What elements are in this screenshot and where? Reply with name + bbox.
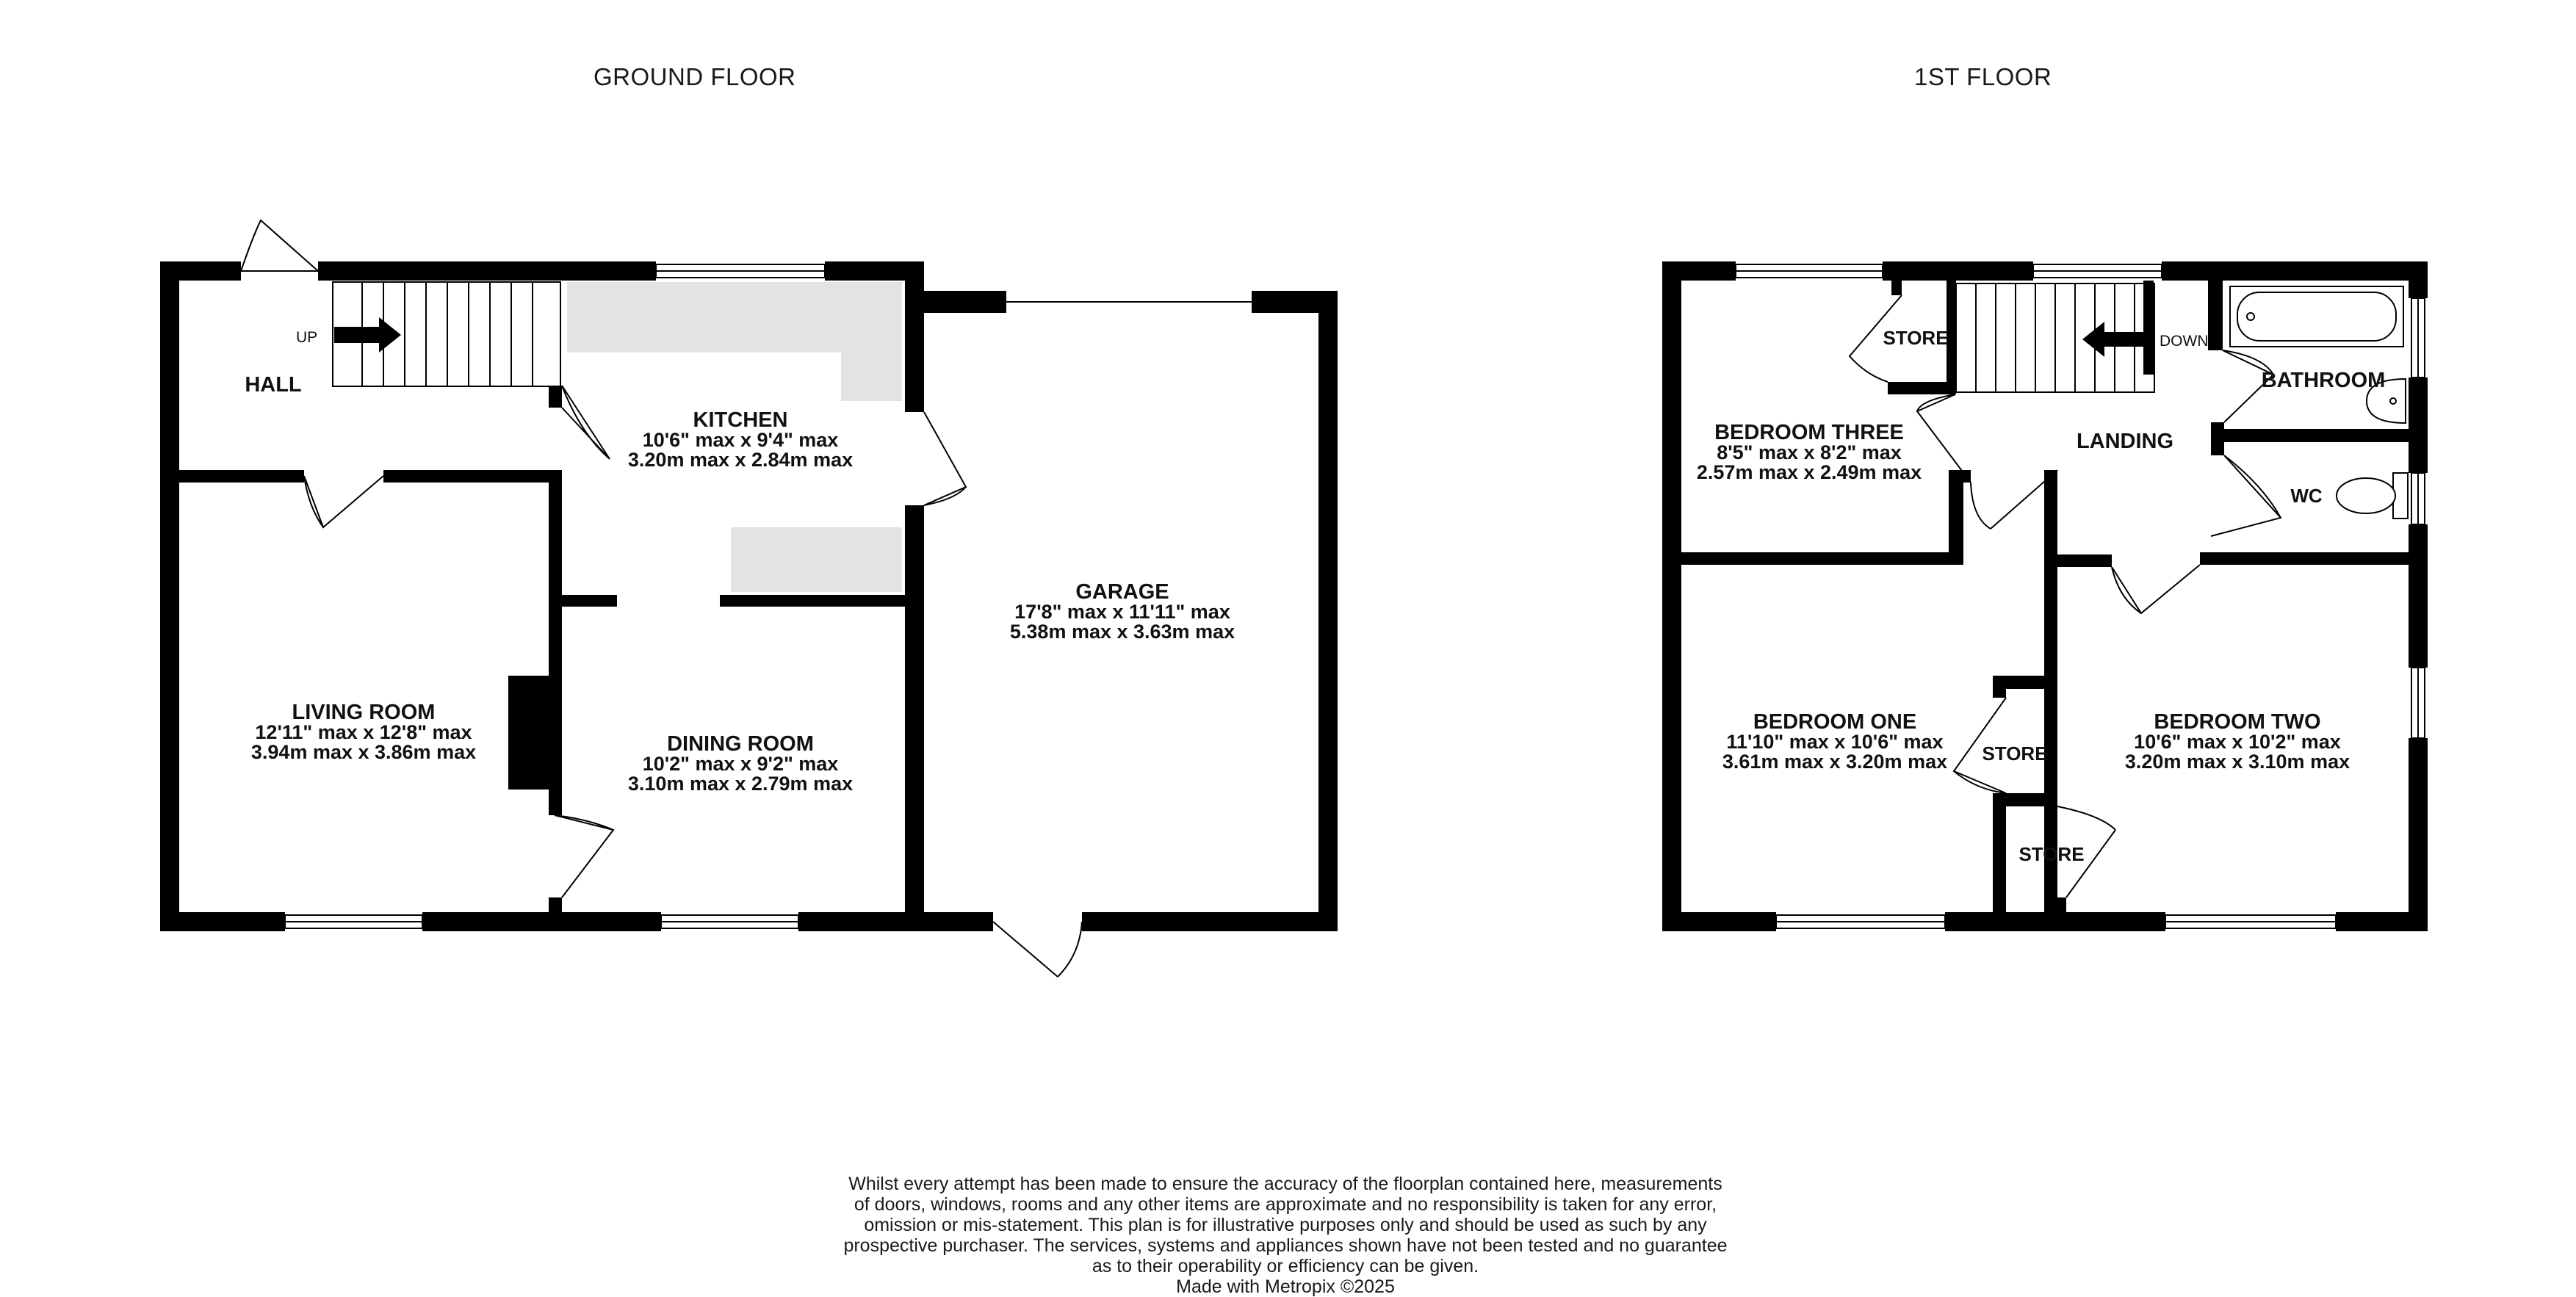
dining-dim-imperial: 10'2" max x 9'2" max <box>642 753 839 775</box>
credit-line: Made with Metropix ©2025 <box>1176 1276 1395 1297</box>
disclaimer-line: prospective purchaser. The services, systems and appliances shown have not been tested and no guarantee <box>843 1235 1728 1256</box>
first-walls <box>1662 261 2428 931</box>
kitchen-dim-metric: 3.20m max x 2.84m max <box>627 449 854 471</box>
stairs-down-label: DOWN <box>2160 333 2209 350</box>
store-lower-label: STORE <box>2018 843 2085 865</box>
kitchen-counter-top <box>567 282 902 401</box>
kitchen-dim-imperial: 10'6" max x 9'4" max <box>642 429 839 451</box>
garage-name: GARAGE <box>1075 580 1169 604</box>
dining-name: DINING ROOM <box>667 732 814 756</box>
garage-dim-metric: 5.38m max x 3.63m max <box>1009 621 1235 643</box>
ground-floor-plan <box>160 220 1338 977</box>
living-name: LIVING ROOM <box>292 701 436 724</box>
landing-name: LANDING <box>2076 430 2174 453</box>
first-windows <box>1736 264 2425 928</box>
bathroom-name: BATHROOM <box>2261 369 2386 392</box>
store-bed3-label: STORE <box>1883 327 1949 349</box>
first-floor-plan <box>1662 261 2428 931</box>
stairs-up-label: UP <box>296 329 318 346</box>
bathtub-icon <box>2230 286 2403 347</box>
kitchen-counter-bottom <box>731 527 902 592</box>
dining-dim-metric: 3.10m max x 2.79m max <box>627 773 854 795</box>
bedroom-two-dim-imperial: 10'6" max x 10'2" max <box>2134 731 2341 753</box>
first-floor-title: 1ST FLOOR <box>1914 63 2052 90</box>
bedroom-three-dim-imperial: 8'5" max x 8'2" max <box>1717 441 1902 463</box>
bedroom-three-name: BEDROOM THREE <box>1714 421 1904 444</box>
disclaimer-line: Whilst every attempt has been made to ensure the accuracy of the floorplan contained here, measurements <box>848 1174 1722 1194</box>
living-dim-imperial: 12'11" max x 12'8" max <box>255 721 472 743</box>
wc-name: WC <box>2290 485 2323 507</box>
bedroom-one-dim-imperial: 11'10" max x 10'6" max <box>1726 731 1944 753</box>
garage-dim-imperial: 17'8" max x 11'11" max <box>1014 601 1230 623</box>
bedroom-one-name: BEDROOM ONE <box>1753 710 1917 734</box>
disclaimer-line: omission or mis-statement. This plan is for illustrative purposes only and should be used as such by any <box>864 1215 1707 1235</box>
bedroom-one-dim-metric: 3.61m max x 3.20m max <box>1722 751 1948 773</box>
disclaimer-line: of doors, windows, rooms and any other items are approximate and no responsibility is taken for any error, <box>854 1194 1717 1215</box>
bedroom-two-dim-metric: 3.20m max x 3.10m max <box>2124 751 2350 773</box>
store-bed1-label: STORE <box>1982 743 2048 765</box>
disclaimer <box>771 1174 1800 1297</box>
toilet-icon <box>2337 473 2408 519</box>
bedroom-two-name: BEDROOM TWO <box>2154 710 2321 734</box>
disclaimer-line: as to their operability or efficiency can be given. <box>1092 1256 1479 1276</box>
hall-name: HALL <box>245 373 302 397</box>
kitchen-name: KITCHEN <box>693 408 788 432</box>
stairs-up-arrow-icon <box>334 317 401 353</box>
bedroom-three-dim-metric: 2.57m max x 2.49m max <box>1696 461 1922 483</box>
ground-floor-title: GROUND FLOOR <box>594 63 796 90</box>
living-dim-metric: 3.94m max x 3.86m max <box>250 741 477 763</box>
